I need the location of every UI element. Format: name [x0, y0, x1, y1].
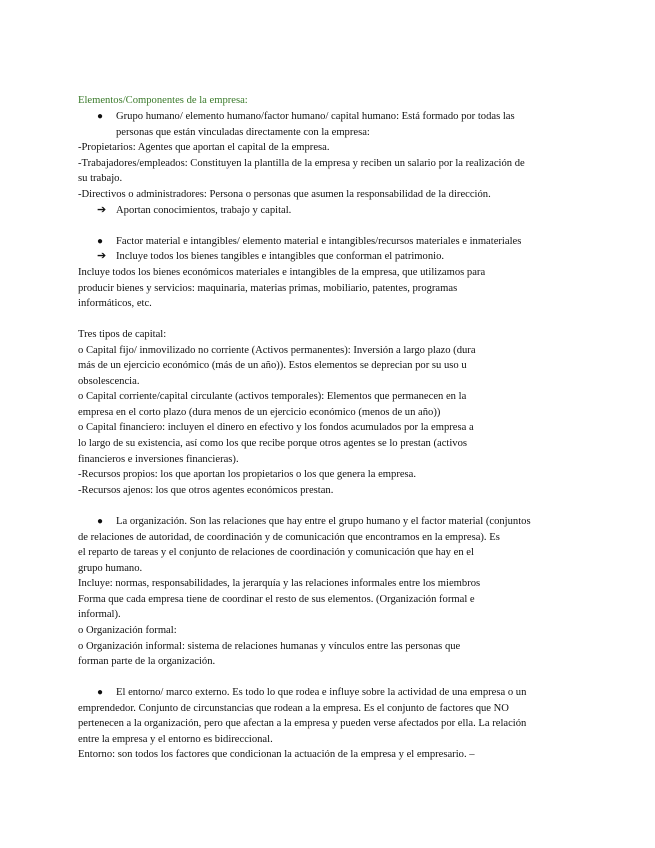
bullet-entorno-line-2: emprendedor. Conjunto de circunstancias que rodean a la empresa. Es el conjunto de factores que NO — [78, 703, 509, 714]
bullet-organizacion-line-2: de relaciones de autoridad, de coordinación y de comunicación que encontramos en la empresa). Es — [78, 532, 500, 543]
text-recursos-ajenos: -Recursos ajenos: los que otros agentes económicos prestan. — [78, 485, 334, 496]
text-directivos: -Directivos o administradores: Persona o personas que asumen la responsabilidad de la dirección. — [78, 189, 491, 200]
bullet-icon: ● — [97, 687, 104, 698]
text-capital-fijo-line-2: más de un ejercicio económico (más de un año)). Estos elementos se deprecian por su uso u — [78, 360, 467, 371]
bullet-organizacion-line-3: el reparto de tareas y el conjunto de relaciones de coordinación y comunicación que hay en el — [78, 547, 474, 558]
text-trabajadores-line-2: su trabajo. — [78, 173, 123, 184]
arrow-item-aportan: Aportan conocimientos, trabajo y capital. — [116, 205, 292, 216]
bullet-organizacion-line-1: La organización. Son las relaciones que hay entre el grupo humano y el factor material (conjuntos — [116, 516, 531, 527]
arrow-item-incluye: Incluye todos los bienes tangibles e intangibles que conforman el patrimonio. — [116, 251, 445, 262]
bullet-entorno-line-1: El entorno/ marco externo. Es todo lo que rodea e influye sobre la actividad de una empresa o un — [116, 687, 527, 698]
bullet-icon: ● — [97, 236, 104, 247]
arrow-right-icon: ➔ — [97, 250, 107, 262]
text-propietarios: -Propietarios: Agentes que aportan el capital de la empresa. — [78, 142, 330, 153]
bullet-entorno-line-4: entre la empresa y el entorno es bidireccional. — [78, 734, 273, 745]
bullet-entorno-line-3: pertenecen a la organización, pero que afectan a la empresa y pueden verse afectados por ella. La relación — [78, 718, 527, 729]
text-organizacion-informal-line-2: forman parte de la organización. — [78, 656, 216, 667]
bullet-grupo-humano-line-2: personas que están vinculadas directamente con la empresa: — [116, 127, 370, 138]
text-capital-financiero-line-2: lo largo de su existencia, así como los que recibe porque otros agentes se lo prestan (activos — [78, 438, 468, 449]
text-forma-coordinar-line-2: informal). — [78, 609, 121, 620]
text-incluye-bienes-line-1: Incluye todos los bienes económicos materiales e intangibles de la empresa, que utilizamos para — [78, 267, 486, 278]
bullet-icon: ● — [97, 111, 104, 122]
text-capital-financiero-line-3: financieros e inversiones financieras). — [78, 454, 239, 465]
bullet-grupo-humano-line-1: Grupo humano/ elemento humano/factor humano/ capital humano: Está formado por todas las — [116, 111, 515, 122]
text-capital-financiero-line-1: o Capital financiero: incluyen el dinero en efectivo y los fondos acumulados por la empresa a — [78, 422, 474, 433]
text-trabajadores-line-1: -Trabajadores/empleados: Constituyen la plantilla de la empresa y reciben un salario por la realización de — [78, 158, 525, 169]
section-heading: Elementos/Componentes de la empresa: — [78, 95, 248, 106]
bullet-icon: ● — [97, 516, 104, 527]
arrow-right-icon: ➔ — [97, 204, 107, 216]
text-recursos-propios: -Recursos propios: los que aportan los propietarios o los que genera la empresa. — [78, 469, 417, 480]
text-incluye-normas: Incluye: normas, responsabilidades, la jerarquía y las relaciones informales entre los miembros — [78, 578, 481, 589]
bullet-organizacion-line-4: grupo humano. — [78, 563, 143, 574]
text-forma-coordinar-line-1: Forma que cada empresa tiene de coordinar el resto de sus elementos. (Organización formal e — [78, 594, 475, 605]
text-tres-tipos: Tres tipos de capital: — [78, 329, 167, 340]
text-organizacion-formal: o Organización formal: — [78, 625, 177, 636]
text-entorno-definicion: Entorno: son todos los factores que condicionan la actuación de la empresa y el empresario. – — [78, 749, 475, 760]
bullet-factor-material: Factor material e intangibles/ elemento material e intangibles/recursos materiales e inmateriales — [116, 236, 522, 247]
text-incluye-bienes-line-2: producir bienes y servicios: maquinaria, materias primas, mobiliario, patentes, programas — [78, 283, 458, 294]
text-capital-fijo-line-1: o Capital fijo/ inmovilizado no corriente (Activos permanentes): Inversión a largo plazo (dura — [78, 345, 476, 356]
text-capital-fijo-line-3: obsolescencia. — [78, 376, 140, 387]
text-capital-corriente-line-1: o Capital corriente/capital circulante (activos temporales): Elementos que permanecen en la — [78, 391, 467, 402]
text-incluye-bienes-line-3: informáticos, etc. — [78, 298, 152, 309]
text-capital-corriente-line-2: empresa en el corto plazo (dura menos de un ejercicio económico (menos de un año)) — [78, 407, 441, 418]
text-organizacion-informal-line-1: o Organización informal: sistema de relaciones humanas y vínculos entre las personas que — [78, 641, 461, 652]
